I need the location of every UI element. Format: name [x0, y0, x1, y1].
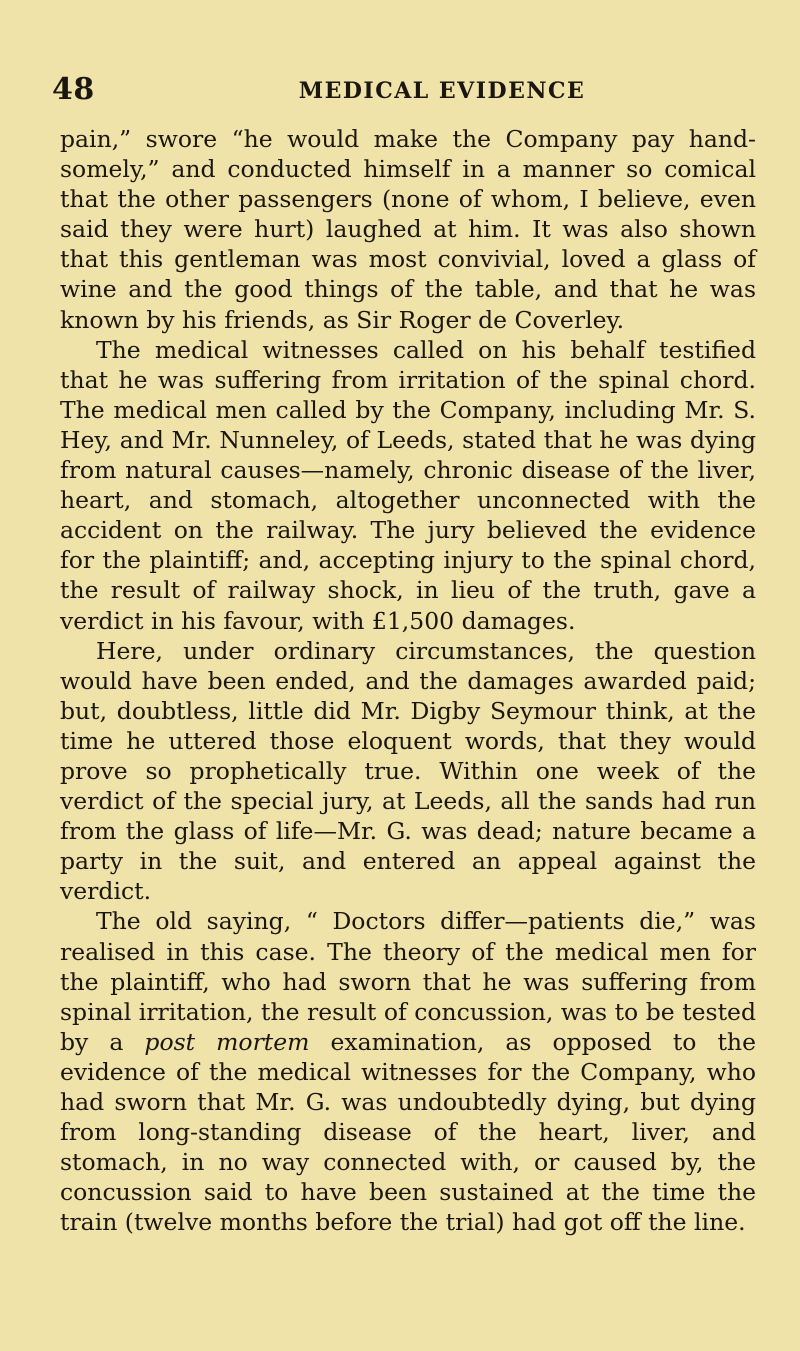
- paragraph-1: pain,” swore “he would make the Company pay handsomely,” and conducted himself in a manner so comical that the other passengers (none of whom, I believe, even said they were hurt) laughed at him. It was also shown that this gentleman was most convivial, loved a glass of wine and the good things of the table, and that he was known by his friends, as Sir Roger de Coverley.: [60, 125, 756, 334]
- paragraph-4-text-after: examination, as opposed to the evidence of the medical witnesses for the Company, who had sworn that Mr. G. was undoubtedly dying, but dying from long-standing disease of the heart, liver, and stomach, in no way connected with, or caused by, the concussion said to have been sustained at the time the train (twelve months before the trial) had got off the line.: [60, 1027, 756, 1237]
- paragraph-4: [60, 906, 756, 1237]
- page-number: 48: [52, 72, 95, 107]
- running-head: MEDICAL EVIDENCE: [298, 78, 586, 104]
- page-header: [52, 72, 752, 112]
- paragraph-2: The medical witnesses called on his behalf testified that he was suffering from irritation of the spinal chord. The medical men called by the Company, including Mr. S. Hey, and Mr. Nunneley, of Leeds, stated that he was dying from natural causes—namely, chronic disease of the liver, heart, and stomach, altogether unconnected with the accident on the railway. The jury believed the evidence for the plaintiff; and, accepting injury to the spinal chord, the result of railway shock, in lieu of the truth, gave a verdict in his favour, with £1,500 damages.: [60, 335, 756, 635]
- paragraph-4-text-before: The old saying, “ Doctors differ—patients die,” was realised in this case. The theory of the medical men for the plaintiff, who had sworn that he was suffering from spinal irritation, the result of concussion, was to be tested by a: [60, 907, 756, 1056]
- body-text: [60, 124, 756, 1237]
- paragraph-4-italic-phrase: post mortem: [144, 1027, 310, 1056]
- paragraph-3: Here, under ordinary circumstances, the question would have been ended, and the damages awarded paid; but, doubtless, little did Mr. Digby Seymour think, at the time he uttered those eloquent words, that they would prove so prophetically true. Within one week of the verdict of the special jury, at Leeds, all the sands had run from the glass of life—Mr. G. was dead; nature became a party in the suit, and entered an appeal against the verdict.: [60, 636, 756, 906]
